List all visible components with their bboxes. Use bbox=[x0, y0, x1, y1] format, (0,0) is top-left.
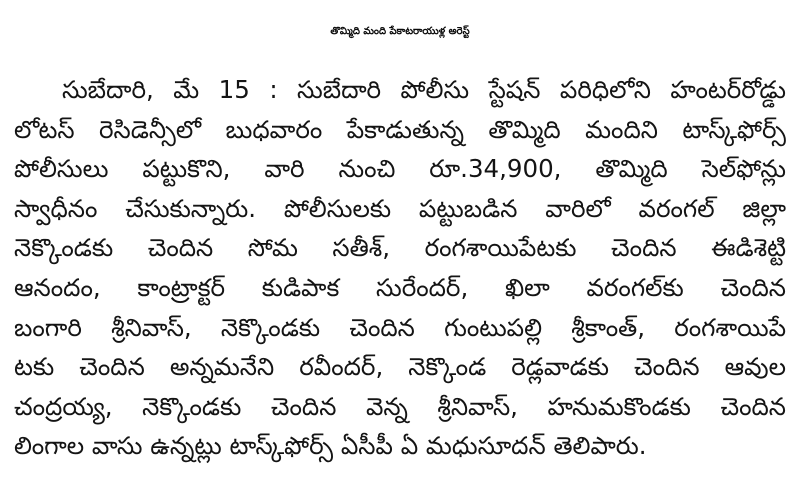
article-line: పోలీసులు పట్టుకొని, వారి నుంచి రూ.34,900, తొమ్మిది సెల్‌ఫోన్లు bbox=[14, 154, 786, 184]
article-line: లోటస్ రెసిడెన్సీలో బుధవారం పేకాడుతున్న తొమ్మిది మందిని టాస్క్‌ఫోర్స్ bbox=[14, 114, 786, 144]
article-line: సుబేదారి, మే 15 : సుబేదారి పోలీసు స్టేషన్ పరిధిలోని హంటర్‌రోడ్డు bbox=[62, 75, 786, 104]
article-line: చంద్రయ్య, నెక్కొండకు చెందిన వెన్న శ్రీనివాస్, హనుమకొండకు చెందిన bbox=[14, 391, 786, 421]
article-line: ఆనందం, కాంట్రాక్టర్ కుడిపాక సురేందర్, ఖిలా వరంగల్‌కు చెందిన bbox=[14, 272, 786, 302]
article-line: బంగారి శ్రీనివాస్, నెక్కొండకు చెందిన గుంటుపల్లి శ్రీకాంత్, రంగశాయిపే bbox=[14, 312, 786, 342]
article-line: లింగాల వాసు ఉన్నట్లు టాస్క్‌ఫోర్స్ ఏసీపీ ఏ మధుసూదన్ తెలిపారు. bbox=[14, 431, 647, 461]
headline: తొమ్మిది మంది పేకాటరాయుళ్ల అరెస్ట్ bbox=[330, 26, 470, 37]
article-line: టకు చెందిన అన్నమనేని రవీందర్, నెక్కొండ రెడ్లవాడకు చెందిన ఆవుల bbox=[14, 352, 786, 382]
article-line: స్వాధీనం చేసుకున్నారు. పోలీసులకు పట్టుబడిన వారిలో వరంగల్ జిల్లా bbox=[14, 193, 786, 223]
article-line: నెక్కొండకు చెందిన సోమ సతీశ్, రంగశాయిపేటకు చెందిన ఈడిశెట్టి bbox=[14, 233, 786, 263]
article-body bbox=[14, 70, 786, 466]
